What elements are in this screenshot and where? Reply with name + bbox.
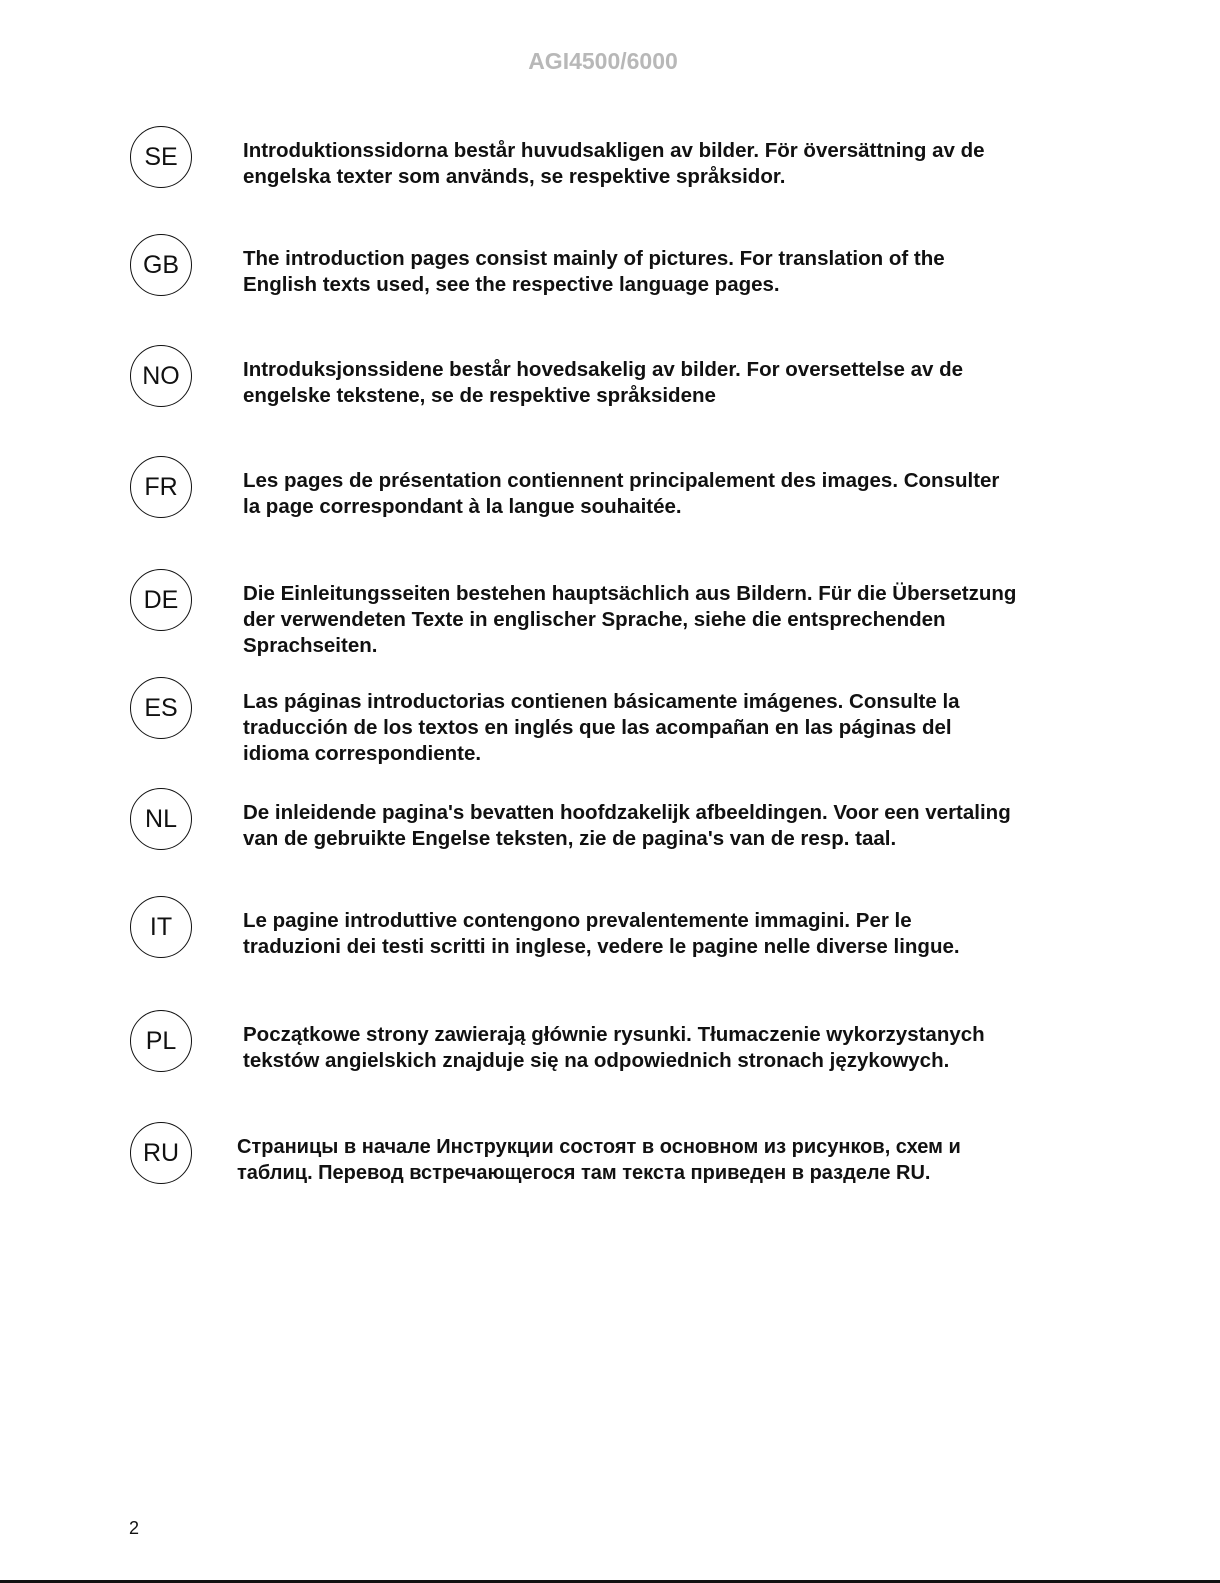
language-note-text bbox=[243, 138, 985, 190]
language-note-text bbox=[237, 1134, 961, 1186]
language-note-text bbox=[243, 908, 960, 960]
language-note-text bbox=[243, 581, 1016, 659]
language-code-badge: ES bbox=[130, 677, 192, 739]
language-code-badge: NL bbox=[130, 788, 192, 850]
language-note-text bbox=[243, 800, 1011, 852]
language-code-badge: FR bbox=[130, 456, 192, 518]
text-line: Las páginas introductorias contienen básicamente imágenes. Consulte la bbox=[243, 690, 960, 713]
text-line: der verwendeten Texte in englischer Sprache, siehe die entsprechenden bbox=[243, 608, 946, 631]
text-line: traduzioni dei testi scritti in inglese, vedere le pagine nelle diverse lingue. bbox=[243, 935, 960, 958]
text-line: Początkowe strony zawierają głównie rysunki. Tłumaczenie wykorzystanych bbox=[243, 1023, 985, 1046]
language-note-text bbox=[243, 357, 963, 409]
language-code-badge: RU bbox=[130, 1122, 192, 1184]
language-note-text bbox=[243, 468, 999, 520]
language-code-badge: DE bbox=[130, 569, 192, 631]
text-line: Les pages de présentation contiennent principalement des images. Consulter bbox=[243, 469, 1000, 492]
text-line: engelska texter som används, se respektive språksidor. bbox=[243, 165, 786, 188]
text-line: Sprachseiten. bbox=[243, 634, 378, 657]
text-line: таблиц. Перевод встречающегося там текста приведен в разделе RU. bbox=[237, 1162, 931, 1184]
language-code-badge: SE bbox=[130, 126, 192, 188]
language-code-badge: PL bbox=[130, 1010, 192, 1072]
text-line: De inleidende pagina's bevatten hoofdzakelijk afbeeldingen. Voor een vertaling bbox=[243, 801, 1011, 824]
language-note-text bbox=[243, 689, 960, 767]
text-line: Страницы в начале Инструкции состоят в основном из рисунков, схем и bbox=[237, 1136, 961, 1158]
text-line: Introduktionssidorna består huvudsakligen av bilder. För översättning av de bbox=[243, 139, 985, 162]
language-note-text bbox=[243, 1022, 985, 1074]
language-code-badge: NO bbox=[130, 345, 192, 407]
language-note-text bbox=[243, 246, 945, 298]
document-header-title: AGI4500/6000 bbox=[528, 48, 678, 74]
text-line: Le pagine introduttive contengono prevalentemente immagini. Per le bbox=[243, 909, 912, 932]
text-line: la page correspondant à la langue souhaitée. bbox=[243, 495, 682, 518]
text-line: traducción de los textos en inglés que las acompañan en las páginas del bbox=[243, 716, 952, 739]
text-line: idioma correspondiente. bbox=[243, 742, 482, 765]
text-line: Introduksjonssidene består hovedsakelig av bilder. For oversettelse av de bbox=[243, 358, 964, 381]
text-line: Die Einleitungsseiten bestehen hauptsächlich aus Bildern. Für die Übersetzung bbox=[243, 582, 1017, 605]
language-code-badge: GB bbox=[130, 234, 192, 296]
language-code-badge: IT bbox=[130, 896, 192, 958]
page-number: 2 bbox=[129, 1518, 140, 1538]
text-line: van de gebruikte Engelse teksten, zie de pagina's van de resp. taal. bbox=[243, 827, 897, 850]
text-line: English texts used, see the respective language pages. bbox=[243, 273, 780, 296]
text-line: engelske tekstene, se de respektive språksidene bbox=[243, 384, 716, 407]
text-line: tekstów angielskich znajduje się na odpowiednich stronach językowych. bbox=[243, 1049, 950, 1072]
text-line: The introduction pages consist mainly of pictures. For translation of the bbox=[243, 247, 945, 270]
